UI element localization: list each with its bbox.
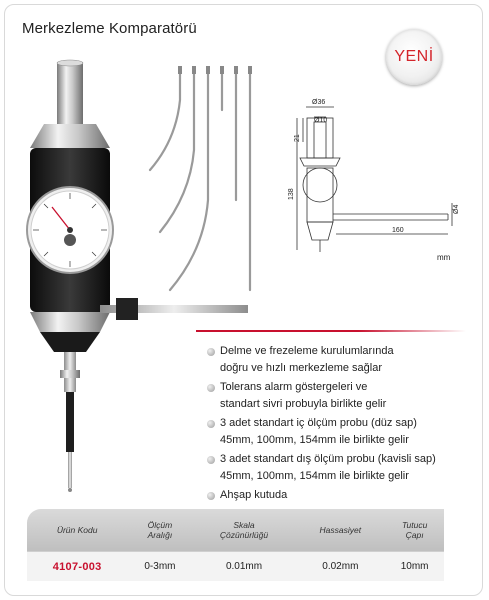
bullet-icon <box>207 348 215 356</box>
dim-diameter-10: Ø10 <box>314 117 328 124</box>
spec-table <box>27 509 444 581</box>
dim-diameter-4: Ø4 <box>453 204 460 214</box>
table-row <box>27 552 444 582</box>
cell-holder-diameter: 10mm <box>385 552 444 582</box>
bullet-icon <box>207 420 215 428</box>
feature-item: Delme ve frezeleme kurulumlarında doğru ve hızlı merkezleme sağlar <box>207 343 436 377</box>
header-accuracy: Hassasiyet <box>295 509 385 552</box>
probe-set <box>150 66 252 290</box>
cell-measuring-range: 0-3mm <box>127 552 192 582</box>
header-holder-diameter: Tutucu Çapı <box>385 509 444 552</box>
bullet-icon <box>207 492 215 500</box>
bullet-icon <box>207 456 215 464</box>
feature-item: Ahşap kutuda <box>207 487 436 504</box>
feature-list <box>207 343 436 506</box>
feature-item: 3 adet standart iç ölçüm probu (düz sap) 45mm, 100mm, 154mm ile birlikte gelir <box>207 415 436 449</box>
dim-length-160: 160 <box>392 227 404 234</box>
cell-product-code: 4107-003 <box>27 552 127 582</box>
cell-resolution: 0.01mm <box>193 552 296 582</box>
section-divider <box>196 330 466 332</box>
feature-item: 3 adet standart dış ölçüm probu (kavisli sap) 45mm, 100mm, 154mm ile birlikte gelir <box>207 451 436 485</box>
dim-height-21: 21 <box>294 134 301 142</box>
header-measuring-range: Ölçüm Aralığı <box>127 509 192 552</box>
bullet-icon <box>207 384 215 392</box>
dim-diameter-36: Ø36 <box>312 99 326 106</box>
unit-label: mm <box>437 253 451 262</box>
header-product-code: Ürün Kodu <box>27 509 127 552</box>
table-header-row <box>27 509 444 552</box>
feature-item: Tolerans alarm göstergeleri ve standart sivri probuyla birlikte gelir <box>207 379 436 413</box>
new-badge-label: YENİ <box>394 48 434 65</box>
technical-drawing <box>288 99 460 252</box>
cell-accuracy: 0.02mm <box>295 552 385 582</box>
dim-height-138: 138 <box>288 188 295 200</box>
page-title: Merkezleme Komparatörü <box>22 20 197 37</box>
header-resolution: Skala Çözünürlüğü <box>193 509 296 552</box>
